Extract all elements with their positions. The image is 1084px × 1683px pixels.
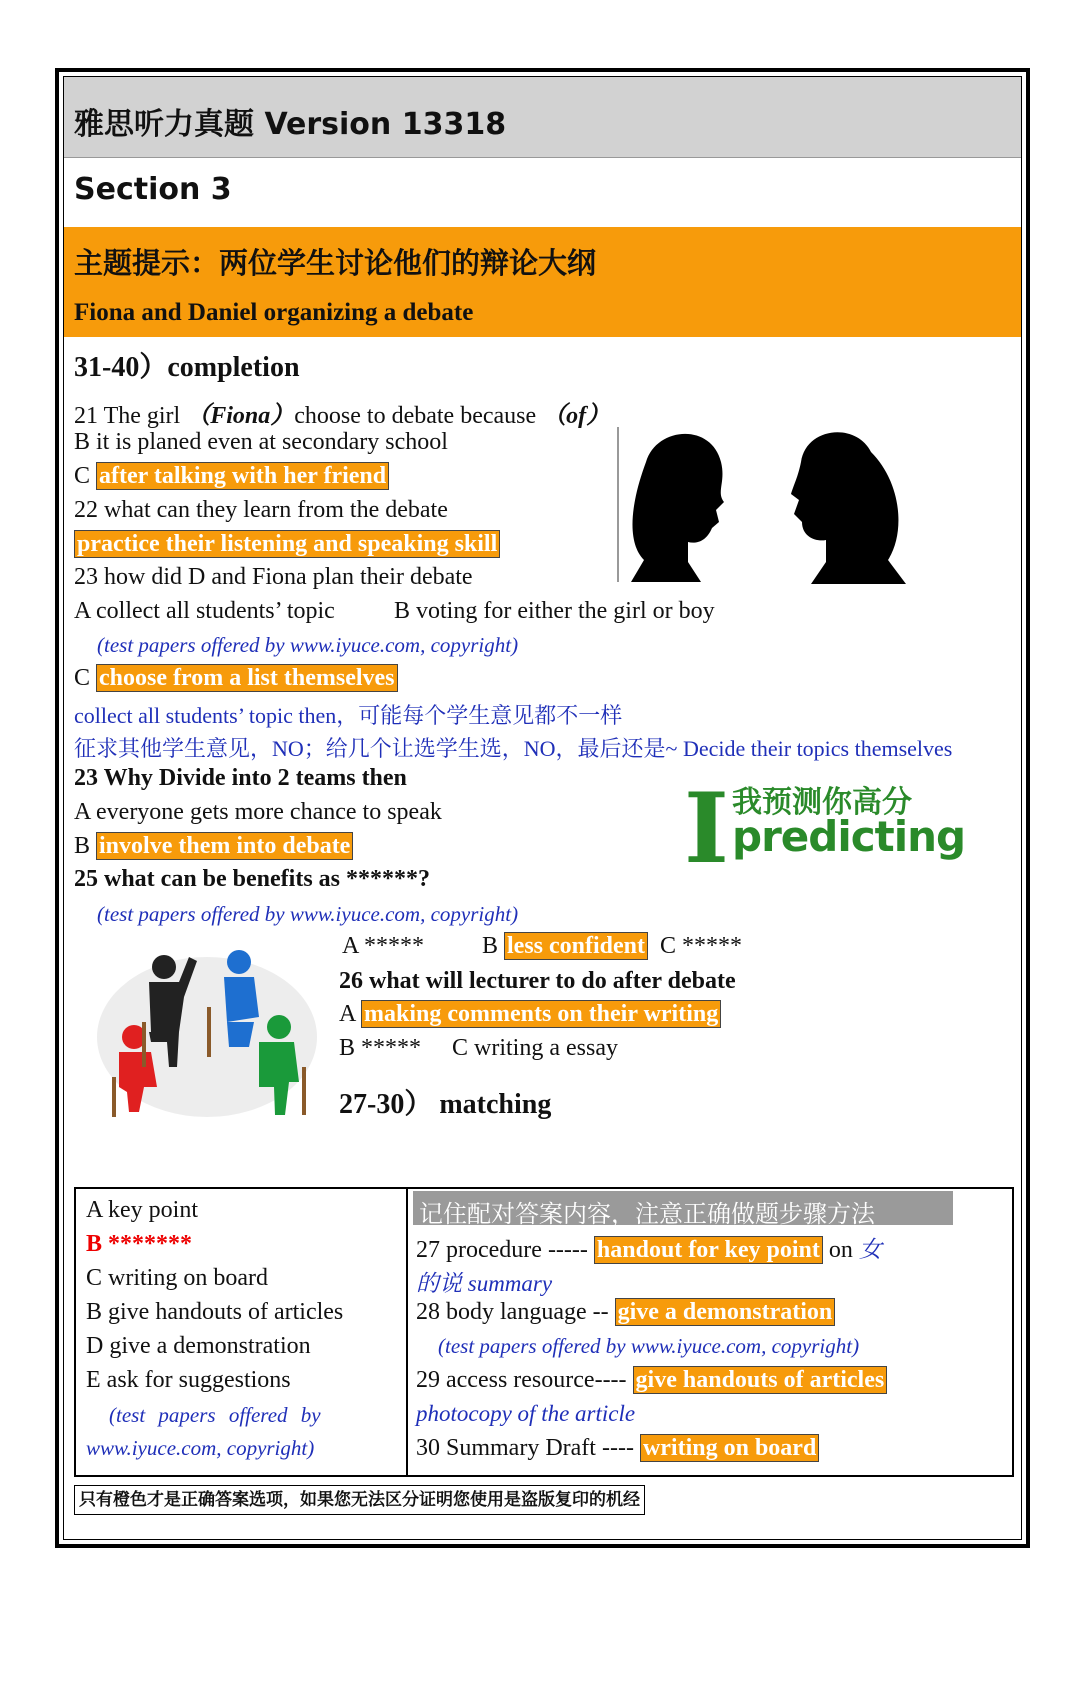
q24-option-b (74, 833, 353, 860)
q29-note: photocopy of the article (416, 1401, 636, 1426)
topic-bar (64, 227, 1021, 337)
copyright-note-right: (test papers offered by www.iyuce.com, copyright) (438, 1334, 860, 1358)
silhouettes-image (616, 422, 916, 587)
answer-highlight: give handouts of articles (633, 1366, 888, 1394)
topic-cn: 主题提示：两位学生讨论他们的辩论大纲 (74, 246, 597, 280)
q27-tail: on (822, 1237, 859, 1263)
answer-highlight: handout for key point (594, 1236, 823, 1264)
copyright-note-left-1: (test papers offered by (109, 1403, 321, 1427)
q27-text: 27 procedure ----- (416, 1237, 594, 1263)
q21-text2: choose to debate because (294, 403, 543, 429)
section-title: Section 3 (74, 172, 232, 207)
q29-line (416, 1367, 887, 1394)
page-inner (63, 76, 1022, 1540)
blue-note-1: collect all students’ topic then，可能每个学生意见都不一样 (74, 703, 623, 728)
option-b-hidden: B ******* (86, 1231, 193, 1257)
q25-text: 25 what can be benefits as ******? (74, 866, 431, 892)
q21-name: （Fiona） (186, 403, 295, 429)
q22-text: 22 what can they learn from the debate (74, 497, 448, 523)
title-bar (64, 77, 1021, 158)
option-b: B give handouts of articles (86, 1299, 344, 1325)
q21-option-c (74, 463, 389, 490)
option-letter: C (74, 665, 97, 691)
matching-heading: 27-30） matching (339, 1089, 552, 1120)
q30-line (416, 1435, 819, 1462)
copyright-note: (test papers offered by www.iyuce.com, copyright) (97, 633, 519, 657)
matching-tip: 记住配对答案内容，注意正确做题步骤方法 (419, 1202, 875, 1228)
q26-option-c: C writing a essay (452, 1035, 618, 1061)
option-d: D give a demonstration (86, 1333, 311, 1359)
answer-highlight: making comments on their writing (361, 1000, 721, 1028)
table-divider (406, 1189, 408, 1475)
q26-option-a (339, 1001, 721, 1028)
answer-highlight: after talking with her friend (96, 462, 389, 490)
option-letter: B (74, 833, 97, 859)
blue-note-2: 征求其他学生意见，NO；给几个让选学生选，NO，最后还是~ Decide their topics themselves (74, 736, 953, 761)
q30-text: 30 Summary Draft ---- (416, 1435, 640, 1461)
q21-of: （of） (542, 403, 611, 429)
q27-line (416, 1231, 882, 1264)
logo-letter-i: I (684, 772, 729, 885)
page-frame (55, 68, 1030, 1548)
q21-line (74, 395, 610, 430)
q23-option-c (74, 665, 398, 692)
copyright-note: (test papers offered by www.iyuce.com, copyright) (97, 902, 519, 926)
q23-option-a: A collect all students’ topic (74, 598, 335, 624)
q29-text: 29 access resource---- (416, 1367, 633, 1393)
q28-text: 28 body language -- (416, 1299, 615, 1325)
option-letter: C (74, 463, 97, 489)
q24-text: 23 Why Divide into 2 teams then (74, 765, 407, 791)
q21-text: 21 The girl (74, 403, 187, 429)
q27-note-2: 的说 summary (416, 1271, 553, 1296)
q25-option-c: C ***** (660, 933, 743, 959)
answer-highlight: choose from a list themselves (96, 664, 398, 692)
option-letter: A (339, 1001, 362, 1027)
q25-option-b (482, 933, 648, 960)
discussion-group-image (89, 937, 319, 1122)
option-a: A key point (86, 1197, 198, 1223)
logo-predicting: predicting (732, 812, 966, 861)
q26-option-b: B ***** (339, 1035, 422, 1061)
answer-highlight: writing on board (640, 1434, 819, 1462)
page-title: 雅思听力真题 Version 13318 (74, 107, 507, 142)
answer-highlight: involve them into debate (96, 832, 353, 860)
logo-cn: 我预测你高分 (732, 786, 912, 819)
girl-silhouette-icon (631, 434, 724, 582)
q24-option-a: A everyone gets more chance to speak (74, 799, 442, 825)
option-c: C writing on board (86, 1265, 268, 1291)
boy-silhouette-icon (791, 432, 906, 584)
q25-option-a: A ***** (342, 933, 425, 959)
q21-option-b: B it is planed even at secondary school (74, 429, 448, 455)
completion-heading: 31-40）completion (74, 352, 300, 383)
answer-highlight: give a demonstration (615, 1298, 836, 1326)
topic-en: Fiona and Daniel organizing a debate (74, 299, 474, 326)
q26-text: 26 what will lecturer to do after debate (339, 968, 736, 994)
answer-highlight: practice their listening and speaking skill (74, 530, 500, 558)
footer-warning: 只有橙色才是正确答案选项，如果您无法区分证明您使用是盗版复印的机经 (74, 1485, 645, 1515)
option-e: E ask for suggestions (86, 1367, 291, 1393)
q23-text: 23 how did D and Fiona plan their debate (74, 564, 473, 590)
q23-option-b: B voting for either the girl or boy (394, 598, 715, 624)
q22-answer-line (74, 531, 500, 558)
matching-tip-bar (413, 1191, 953, 1228)
answer-highlight: less confident (504, 932, 648, 960)
q28-line (416, 1299, 835, 1326)
q27-note-1: 女 (858, 1237, 882, 1262)
copyright-note-left-2: www.iyuce.com, copyright) (86, 1436, 315, 1460)
option-letter: B (482, 933, 505, 959)
matching-table (74, 1187, 1014, 1477)
